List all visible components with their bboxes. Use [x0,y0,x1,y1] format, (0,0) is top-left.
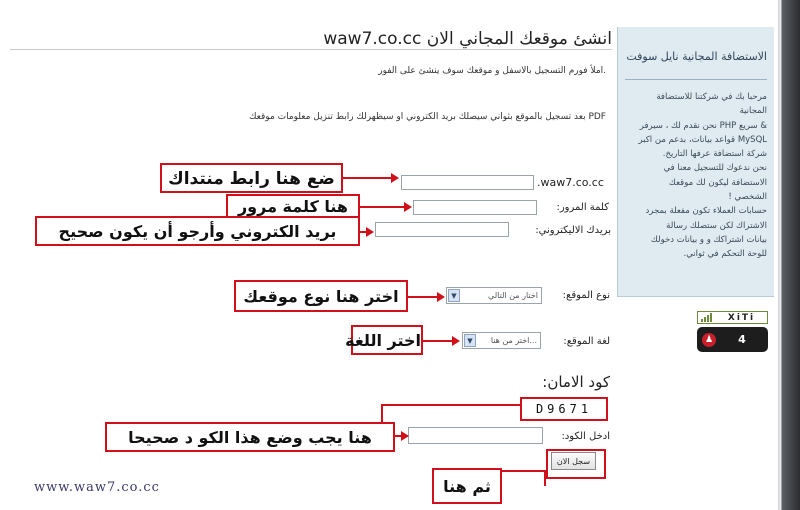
annotation-email: بريد الكتروني وأرجو أن يكون صحيح [35,216,360,246]
arrow-right-icon [366,227,374,237]
sidebar-text [620,90,767,262]
email-label: بريدك الاليكتروني: [535,225,611,236]
sidebar-line: بيانات اشتراكك و و بيانات دخولك [650,234,767,245]
chevron-down-icon: ▼ [448,289,460,302]
email-input[interactable] [375,222,509,237]
domain-suffix-label: .waw7.co.cc [537,176,604,189]
annotation-connector [502,470,546,486]
xiti-badge[interactable] [697,311,768,324]
annotation-arrow [408,296,438,298]
visitor-counter[interactable] [697,327,768,352]
captcha-title: كود الامان: [542,373,610,391]
annotation-arrow [360,206,404,208]
annotation-language: اختر اللغة [351,325,423,355]
sidebar-line: الاستضافة ليكون لك موقعك [668,177,767,188]
arrow-right-icon [437,292,445,302]
sidebar-line: حسابات العملاء تكون مفعلة بمجرد [645,206,767,217]
sidebar-line: MySQL قواعد بيانات، بدعم من اكبر [638,134,767,145]
annotation-password: هنا كلمة مرور [226,194,360,218]
captcha-input-label: ادخل الكود: [561,431,610,442]
password-input[interactable] [413,200,537,215]
submit-button[interactable]: سجل الان [551,452,596,470]
person-icon: ♟ [702,333,716,347]
title-divider [10,49,612,50]
annotation-arrow [343,177,391,179]
sidebar-line: الاشتراك لكن ستصلك رسالة [666,220,767,231]
sidebar-divider [625,79,767,80]
annotation-captcha: هنا يجب وضع هذا الكو د صحيحا [105,422,395,452]
counter-value: 4 [738,333,746,346]
chevron-down-icon: ▼ [464,334,476,347]
sidebar-line: للوحة التحكم في ثواني. [683,249,767,260]
window-edge [778,0,800,510]
sidebar-line: المجانية [739,106,767,117]
site-language-selected: اختر من هنا... [490,336,537,345]
sidebar-line: شركة استضافة عرفها التاريخ. [662,149,767,160]
site-type-label: نوع الموقع: [562,290,610,301]
site-language-select[interactable] [462,332,541,349]
sidebar-title: الاستضافة المجانية نايل سوفت [626,50,767,63]
site-language-label: لغة الموقع: [563,336,610,347]
arrow-right-icon [404,202,412,212]
annotation-connector [381,404,521,424]
captcha-input[interactable] [408,427,543,444]
sidebar-line: & سريع PHP نحن نقدم لك ، سيرفر [639,120,767,131]
intro-line-2: PDF بعد تسجيل بالموقع بثواني سيصلك بريد الكتروني او سيظهرلك رابط تنزيل معلومات موقعك [249,112,606,122]
annotation-domain: ضع هنا رابط منتداك [160,163,343,193]
domain-input[interactable] [401,175,534,190]
page-title: انشئ موقعك المجاني الان waw7.co.cc [323,29,612,49]
annotation-arrow [423,340,453,342]
arrow-right-icon [452,336,460,346]
captcha-image: D9671 [520,397,608,421]
intro-line-1: .املأ فورم التسجيل بالاسفل و موقعك سوف ينشئ على الفور [378,66,606,76]
password-label: كلمة المرور: [556,202,609,213]
site-type-selected: اختار من التالي [488,291,538,300]
sidebar-line: مرحبا بك في شركتنا للاستضافة [656,92,767,102]
arrow-right-icon [401,431,409,441]
bar-chart-icon [701,313,712,322]
annotation-submit: ثم هنا [432,468,502,504]
sidebar-line: نحن ندعوك للتسجيل معنا في [663,163,767,174]
arrow-right-icon [391,173,399,183]
annotation-site-type: اختر هنا نوع موقعك [234,280,408,312]
watermark: www.waw7.co.cc [34,480,160,495]
xiti-label: XiTi [727,312,756,323]
site-type-select[interactable] [446,287,542,304]
sidebar-line: الشخصي ! [728,192,767,203]
